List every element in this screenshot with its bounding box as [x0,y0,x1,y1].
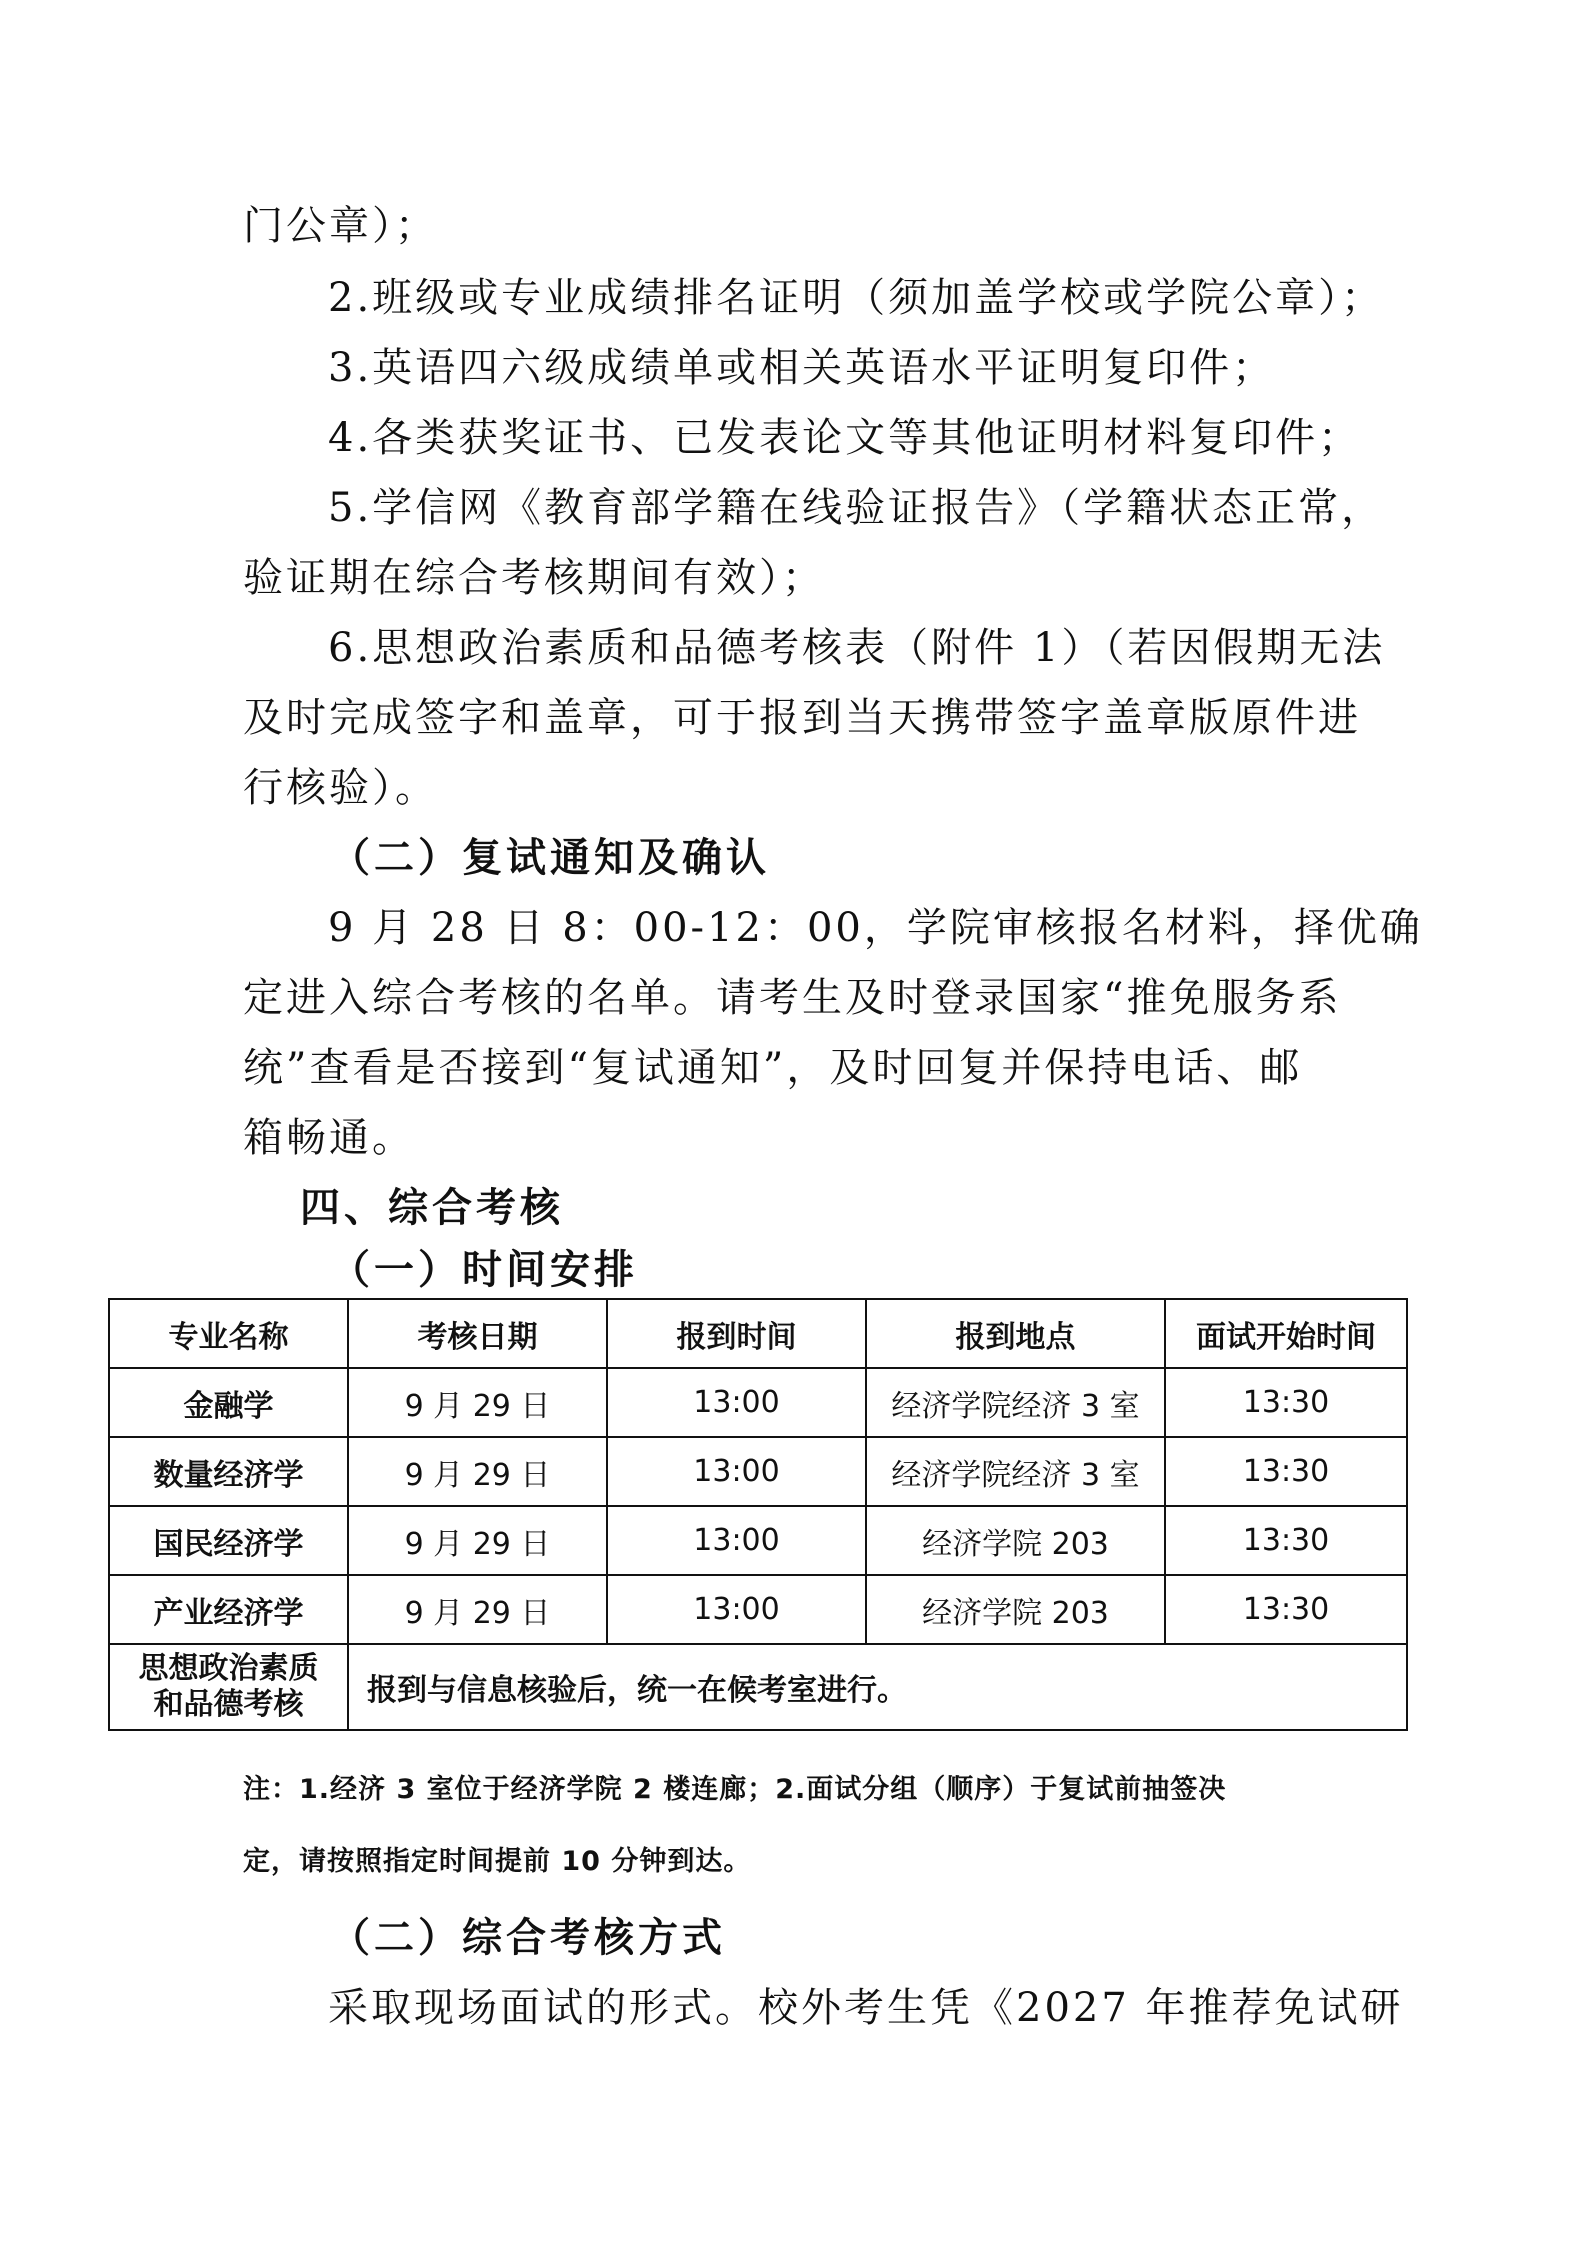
list-item: 2.班级或专业成绩排名证明（须加盖学校或学院公章）； [328,275,1385,321]
table-cell: 13:00 [607,1368,866,1437]
table-row [109,1506,1407,1575]
table-cell: 经济学院经济 3 室 [866,1368,1165,1437]
table-cell [109,1644,348,1730]
table-cell: 9 月 29 日 [348,1368,607,1437]
paragraph-line: 9 月 28 日 8：00-12：00，学院审核报名材料，择优确 [328,905,1423,951]
schedule-table [108,1298,1408,1731]
paragraph-line: 定进入综合考核的名单。请考生及时登录国家“推免服务系 [243,975,1342,1021]
table-note: 注：1.经济 3 室位于经济学院 2 楼连廊；2.面试分组（顺序）于复试前抽签决 [243,1774,1227,1805]
table-cell: 13:00 [607,1575,866,1644]
text-line: 验证期在综合考核期间有效）； [243,555,825,601]
table-cell: 13:30 [1165,1437,1407,1506]
table-note: 定，请按照指定时间提前 10 分钟到达。 [243,1846,752,1877]
list-item: 4.各类获奖证书、已发表论文等其他证明材料复印件； [328,415,1362,461]
text-line: 门公章）； [243,203,438,249]
table-cell: 报到与信息核验后，统一在候考室进行。 [348,1644,1407,1730]
table-row [109,1437,1407,1506]
table-cell: 13:30 [1165,1368,1407,1437]
subsection-heading: （二）综合考核方式 [330,1915,726,1961]
paragraph-line: 箱畅通。 [243,1115,415,1161]
table-cell: 13:00 [607,1506,866,1575]
column-header: 面试开始时间 [1165,1299,1407,1368]
list-item: 5.学信网《教育部学籍在线验证报告》（学籍状态正常， [328,485,1385,531]
subsection-heading: （二）复试通知及确认 [330,835,770,881]
table-row [109,1368,1407,1437]
text-line: 及时完成签字和盖章，可于报到当天携带签字盖章版原件进 [243,695,1361,741]
cell-label-line: 思想政治素质 [138,1651,319,1686]
table-cell: 金融学 [109,1368,348,1437]
paragraph-line: 采取现场面试的形式。校外考生凭《2027 年推荐免试研 [328,1985,1404,2031]
table-cell: 9 月 29 日 [348,1437,607,1506]
table-row [109,1644,1407,1730]
table-cell: 国民经济学 [109,1506,348,1575]
cell-label-line: 和品德考核 [153,1687,304,1722]
table-cell: 13:30 [1165,1506,1407,1575]
list-item: 6.思想政治素质和品德考核表（附件 1）（若因假期无法 [328,625,1386,671]
table-row [109,1575,1407,1644]
table-cell: 13:30 [1165,1575,1407,1644]
section-heading: 四、综合考核 [300,1185,564,1231]
table-cell: 数量经济学 [109,1437,348,1506]
paragraph-line: 统”查看是否接到“复试通知”，及时回复并保持电话、邮 [243,1045,1303,1091]
table-cell: 9 月 29 日 [348,1506,607,1575]
table-cell: 经济学院经济 3 室 [866,1437,1165,1506]
column-header: 报到时间 [607,1299,866,1368]
column-header: 考核日期 [348,1299,607,1368]
column-header: 专业名称 [109,1299,348,1368]
table-cell: 经济学院 203 [866,1506,1165,1575]
table-cell: 9 月 29 日 [348,1575,607,1644]
subsection-heading: （一）时间安排 [330,1247,638,1293]
table-cell: 经济学院 203 [866,1575,1165,1644]
list-item: 3.英语四六级成绩单或相关英语水平证明复印件； [328,345,1276,391]
table-cell: 13:00 [607,1437,866,1506]
text-line: 行核验）。 [243,765,438,811]
table-header-row [109,1299,1407,1368]
table-cell: 产业经济学 [109,1575,348,1644]
column-header: 报到地点 [866,1299,1165,1368]
